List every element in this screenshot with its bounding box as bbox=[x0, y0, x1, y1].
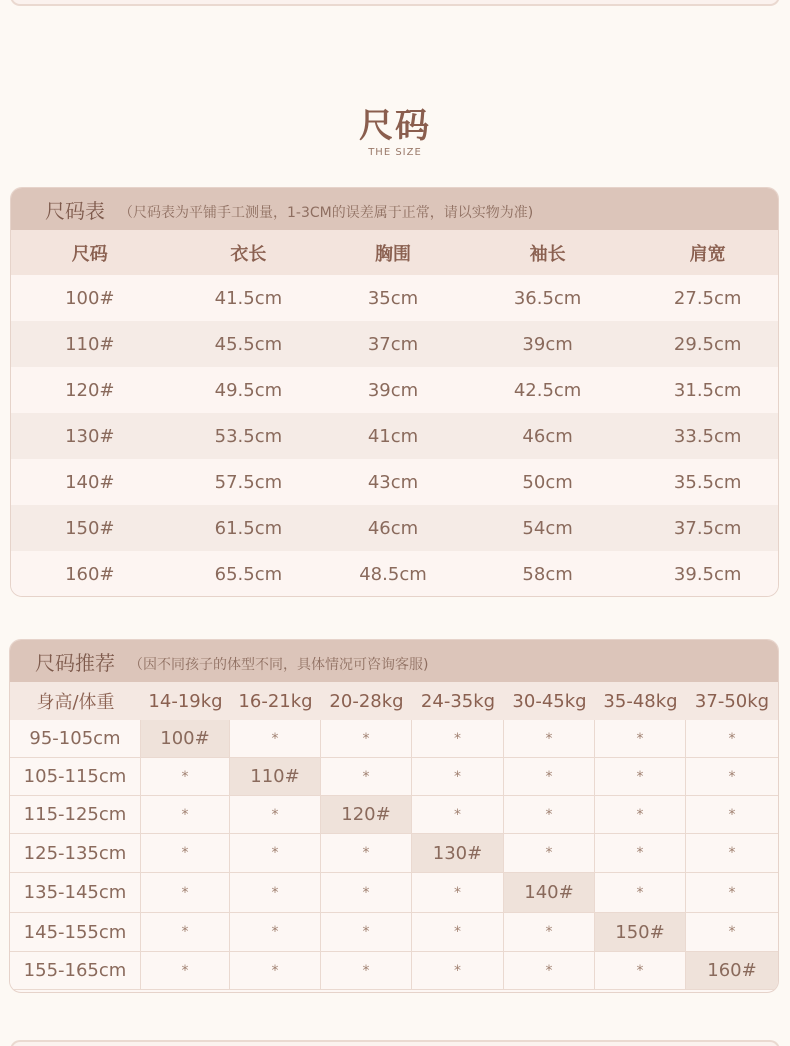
table-cell: 37.5cm bbox=[673, 517, 742, 539]
column-header: 尺码 bbox=[71, 243, 108, 265]
empty-mark: * bbox=[321, 758, 412, 796]
table-cell: 120# bbox=[65, 379, 115, 401]
empty-mark: * bbox=[412, 720, 504, 758]
empty-mark: * bbox=[595, 758, 686, 796]
empty-mark: * bbox=[686, 796, 778, 834]
size-recommend-grid bbox=[10, 682, 778, 990]
height-label: 125-135cm bbox=[10, 834, 141, 873]
size-table-body bbox=[11, 275, 778, 597]
height-label: 105-115cm bbox=[10, 758, 141, 796]
height-label: 115-125cm bbox=[10, 796, 141, 834]
table-cell: 100# bbox=[65, 287, 115, 309]
size-table-card bbox=[10, 187, 779, 597]
empty-mark: * bbox=[321, 834, 412, 873]
empty-mark: * bbox=[230, 873, 321, 913]
empty-mark: * bbox=[321, 720, 412, 758]
empty-mark: * bbox=[686, 758, 778, 796]
recommended-size: 150# bbox=[595, 913, 686, 952]
table-cell: 45.5cm bbox=[214, 333, 283, 355]
table-cell: 35cm bbox=[367, 287, 419, 309]
grid-corner-label: 身高/体重 bbox=[10, 682, 141, 720]
empty-mark: * bbox=[504, 913, 595, 952]
empty-mark: * bbox=[230, 913, 321, 952]
table-cell: 41cm bbox=[367, 425, 419, 447]
recommended-size: 130# bbox=[412, 834, 504, 873]
height-label: 145-155cm bbox=[10, 913, 141, 952]
table-row bbox=[11, 367, 778, 413]
empty-mark: * bbox=[230, 952, 321, 990]
table-cell: 46cm bbox=[367, 517, 419, 539]
bottom-card-edge bbox=[10, 1040, 780, 1046]
table-row bbox=[11, 459, 778, 505]
table-row bbox=[11, 505, 778, 551]
empty-mark: * bbox=[595, 834, 686, 873]
table-cell: 110# bbox=[65, 333, 115, 355]
empty-mark: * bbox=[595, 952, 686, 990]
weight-header: 24-35kg bbox=[412, 682, 504, 720]
table-cell: 50cm bbox=[522, 471, 573, 493]
size-recommend-card bbox=[9, 639, 779, 993]
recommended-size: 120# bbox=[321, 796, 412, 834]
table-cell: 27.5cm bbox=[673, 287, 742, 309]
top-card-edge bbox=[10, 0, 780, 6]
empty-mark: * bbox=[504, 758, 595, 796]
table-cell: 41.5cm bbox=[214, 287, 283, 309]
column-header: 衣长 bbox=[230, 243, 267, 265]
table-cell: 54cm bbox=[522, 517, 573, 539]
empty-mark: * bbox=[412, 913, 504, 952]
recommended-size: 110# bbox=[230, 758, 321, 796]
column-header: 胸围 bbox=[375, 243, 411, 265]
table-cell: 35.5cm bbox=[673, 471, 742, 493]
empty-mark: * bbox=[504, 834, 595, 873]
table-row bbox=[11, 413, 778, 459]
weight-header: 14-19kg bbox=[141, 682, 230, 720]
table-cell: 140# bbox=[65, 471, 115, 493]
table-cell: 53.5cm bbox=[214, 425, 283, 447]
table-cell: 33.5cm bbox=[673, 425, 742, 447]
table-cell: 58cm bbox=[522, 563, 573, 585]
size-table-header bbox=[11, 188, 778, 230]
empty-mark: * bbox=[412, 796, 504, 834]
table-cell: 36.5cm bbox=[513, 287, 582, 309]
empty-mark: * bbox=[321, 873, 412, 913]
table-cell: 61.5cm bbox=[214, 517, 283, 539]
table-row bbox=[11, 321, 778, 367]
empty-mark: * bbox=[595, 720, 686, 758]
size-table-note: （尺码表为平铺手工测量，1-3CM的误差属于正常，请以实物为准) bbox=[119, 205, 534, 221]
table-cell: 31.5cm bbox=[673, 379, 742, 401]
empty-mark: * bbox=[321, 913, 412, 952]
empty-mark: * bbox=[412, 873, 504, 913]
table-row bbox=[11, 275, 778, 321]
empty-mark: * bbox=[686, 834, 778, 873]
empty-mark: * bbox=[230, 796, 321, 834]
column-header: 袖长 bbox=[529, 243, 566, 265]
empty-mark: * bbox=[686, 873, 778, 913]
table-cell: 46cm bbox=[522, 425, 573, 447]
size-recommend-header bbox=[10, 640, 778, 682]
weight-header: 30-45kg bbox=[504, 682, 595, 720]
weight-header: 37-50kg bbox=[686, 682, 778, 720]
empty-mark: * bbox=[141, 913, 230, 952]
table-cell: 49.5cm bbox=[214, 379, 283, 401]
empty-mark: * bbox=[595, 873, 686, 913]
height-label: 135-145cm bbox=[10, 873, 141, 913]
table-cell: 39cm bbox=[522, 333, 573, 355]
page-subtitle: THE SIZE bbox=[368, 147, 422, 158]
height-label: 155-165cm bbox=[10, 952, 141, 990]
table-row bbox=[11, 551, 778, 597]
column-header: 肩宽 bbox=[689, 243, 726, 265]
table-cell: 130# bbox=[65, 425, 115, 447]
table-cell: 65.5cm bbox=[214, 563, 283, 585]
empty-mark: * bbox=[412, 952, 504, 990]
weight-header: 16-21kg bbox=[230, 682, 321, 720]
weight-header: 35-48kg bbox=[595, 682, 686, 720]
table-cell: 43cm bbox=[367, 471, 419, 493]
empty-mark: * bbox=[686, 913, 778, 952]
empty-mark: * bbox=[595, 796, 686, 834]
recommended-size: 160# bbox=[686, 952, 778, 990]
table-cell: 39cm bbox=[367, 379, 419, 401]
empty-mark: * bbox=[230, 720, 321, 758]
empty-mark: * bbox=[686, 720, 778, 758]
page-title: 尺码 bbox=[359, 106, 431, 146]
size-recommend-title: 尺码推荐 bbox=[35, 651, 115, 675]
size-table-title: 尺码表 bbox=[45, 199, 105, 223]
empty-mark: * bbox=[141, 834, 230, 873]
height-label: 95-105cm bbox=[10, 720, 141, 758]
empty-mark: * bbox=[141, 758, 230, 796]
recommended-size: 140# bbox=[504, 873, 595, 913]
empty-mark: * bbox=[321, 952, 412, 990]
table-cell: 48.5cm bbox=[359, 563, 427, 585]
empty-mark: * bbox=[141, 796, 230, 834]
empty-mark: * bbox=[504, 720, 595, 758]
empty-mark: * bbox=[504, 952, 595, 990]
empty-mark: * bbox=[504, 796, 595, 834]
recommended-size: 100# bbox=[141, 720, 230, 758]
table-cell: 160# bbox=[65, 563, 115, 585]
table-cell: 150# bbox=[65, 517, 115, 539]
table-cell: 37cm bbox=[367, 333, 419, 355]
empty-mark: * bbox=[141, 873, 230, 913]
weight-header: 20-28kg bbox=[321, 682, 412, 720]
empty-mark: * bbox=[412, 758, 504, 796]
size-recommend-note: （因不同孩子的体型不同，具体情况可咨询客服) bbox=[129, 657, 429, 673]
size-table-column-headers bbox=[11, 230, 778, 275]
table-cell: 42.5cm bbox=[513, 379, 582, 401]
empty-mark: * bbox=[141, 952, 230, 990]
empty-mark: * bbox=[230, 834, 321, 873]
table-cell: 29.5cm bbox=[673, 333, 742, 355]
table-cell: 57.5cm bbox=[214, 471, 283, 493]
table-cell: 39.5cm bbox=[673, 563, 742, 585]
